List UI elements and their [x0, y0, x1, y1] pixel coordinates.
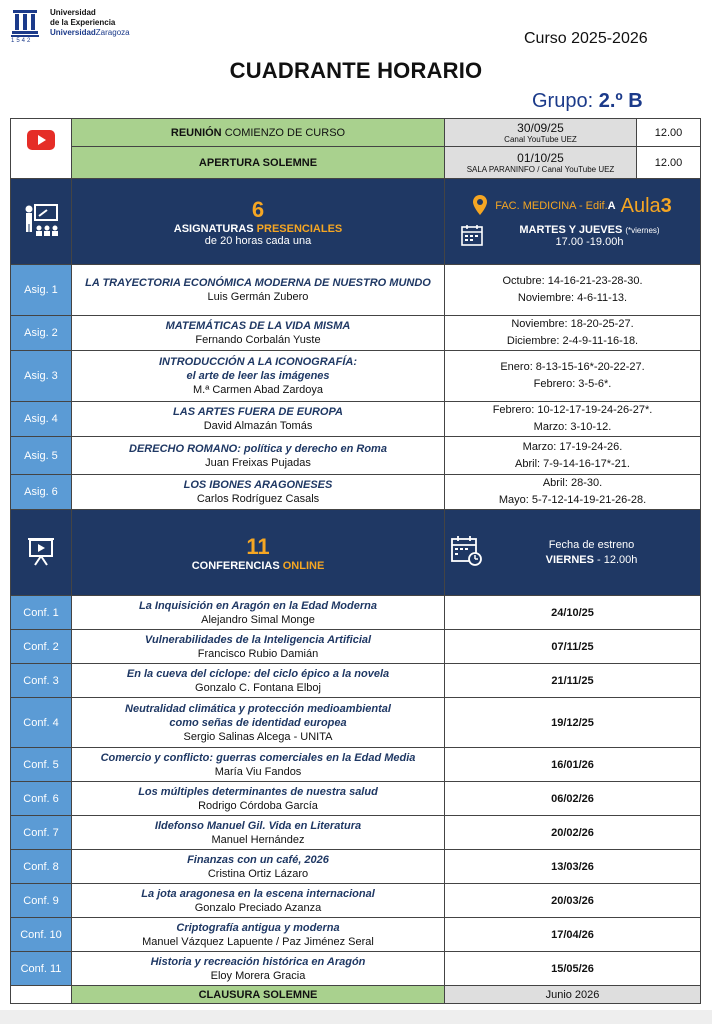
conference-title: Historia y recreación histórica en Aragón [150, 955, 366, 968]
subject-dates [445, 437, 701, 475]
subject-dates-line2: Diciembre: 2-4-9-11-16-18. [506, 335, 639, 347]
subject-title: MATEMÁTICAS DE LA VIDA MISMA [165, 320, 351, 332]
conference-code: Conf. 9 [11, 884, 72, 918]
group-value: 2.º B [598, 90, 643, 112]
conference-row [11, 596, 701, 630]
event-date-cell [445, 119, 637, 147]
subject-info [72, 351, 445, 402]
event-row [11, 147, 701, 179]
university-logo [10, 8, 130, 46]
conference-info [72, 630, 445, 664]
conference-title: Finanzas con un café, 2026 [187, 853, 329, 866]
conference-speaker: María Viu Fandos [214, 765, 302, 778]
event-label [72, 147, 445, 179]
youtube-icon[interactable] [27, 141, 55, 153]
closing-row [11, 986, 701, 1004]
aula-label: Aula [620, 194, 661, 217]
presencial-header-row [11, 179, 701, 265]
presencial-count: 6 [251, 196, 265, 222]
subject-teacher: Juan Freixas Pujadas [205, 456, 311, 469]
university-logo-icon [10, 8, 40, 46]
conference-speaker: Manuel Vázquez Lapuente / Paz Jiménez Seral [142, 935, 374, 948]
class-hours: 17.00 -19.00h [555, 236, 624, 248]
online-summary [72, 510, 445, 596]
subject-code: Asig. 1 [11, 265, 72, 316]
conference-title: Neutralidad climática y protección medioambiental [125, 702, 391, 715]
subject-dates-line1: Noviembre: 18-20-25-27. [511, 318, 634, 330]
logo-line-3-rest: Zaragoza [95, 28, 130, 37]
teacher-class-icon [22, 229, 60, 241]
conference-title: Criptografía antigua y moderna [176, 921, 340, 934]
subject-teacher: Luis Germán Zubero [207, 291, 309, 303]
conference-info [72, 918, 445, 952]
subject-dates [445, 316, 701, 351]
conference-code: Conf. 5 [11, 748, 72, 782]
group-label [532, 90, 643, 113]
subject-info [72, 316, 445, 351]
presentation-icon-cell [11, 510, 72, 596]
event-label [72, 119, 445, 147]
event-label-bold: REUNIÓN [170, 126, 222, 139]
conference-row [11, 850, 701, 884]
conference-speaker: Sergio Salinas Alcega - UNITA [183, 730, 333, 743]
conference-row [11, 664, 701, 698]
conference-code: Conf. 10 [11, 918, 72, 952]
conference-date: 19/12/25 [445, 698, 701, 748]
youtube-cell [11, 119, 72, 179]
conference-title: Comercio y conflicto: guerras comerciales en la Edad Media [100, 751, 416, 764]
schedule-table [10, 118, 701, 1004]
conference-info [72, 952, 445, 986]
teacher-icon-cell [11, 179, 72, 265]
event-label-bold: APERTURA SOLEMNE [198, 156, 318, 169]
subject-info [72, 475, 445, 510]
conference-title: Ildefonso Manuel Gil. Vida en Literatura [154, 819, 362, 832]
subject-dates [445, 265, 701, 316]
conference-title: Vulnerabilidades de la Inteligencia Artificial [144, 633, 372, 646]
group-label-text: Grupo: [532, 90, 594, 112]
online-header-row [11, 510, 701, 596]
location-edif: A [607, 200, 616, 212]
conference-info [72, 596, 445, 630]
class-days: MARTES Y JUEVES [519, 224, 623, 236]
conference-code: Conf. 4 [11, 698, 72, 748]
conference-code: Conf. 6 [11, 782, 72, 816]
page-title: CUADRANTE HORARIO [229, 58, 483, 83]
online-count: 11 [246, 533, 270, 559]
conference-speaker: Gonzalo C. Fontana Elboj [195, 681, 321, 694]
conference-date: 15/05/26 [445, 952, 701, 986]
conference-code: Conf. 1 [11, 596, 72, 630]
event-date-cell [445, 147, 637, 179]
conference-date: 13/03/26 [445, 850, 701, 884]
event-time: 12.00 [637, 147, 701, 179]
event-time: 12.00 [637, 119, 701, 147]
conference-row [11, 918, 701, 952]
subject-info [72, 402, 445, 437]
conference-info [72, 884, 445, 918]
subject-dates-line1: Octubre: 14-16-21-23-28-30. [502, 275, 643, 287]
subject-dates [445, 475, 701, 510]
release-day: VIERNES [545, 553, 594, 566]
subject-dates-line1: Abril: 28-30. [542, 477, 603, 489]
subject-title: INTRODUCCIÓN A LA ICONOGRAFÍA: [159, 356, 357, 368]
closing-date: Junio 2026 [445, 986, 701, 1004]
conference-speaker: Alejandro Simal Monge [201, 613, 315, 626]
conference-date: 20/03/26 [445, 884, 701, 918]
conference-speaker: Eloy Morera Gracia [210, 969, 306, 982]
conference-row [11, 884, 701, 918]
subject-row [11, 351, 701, 402]
subject-code: Asig. 5 [11, 437, 72, 475]
subject-row [11, 437, 701, 475]
conference-row [11, 952, 701, 986]
subject-row [11, 316, 701, 351]
conference-date: 17/04/26 [445, 918, 701, 952]
presencial-sub: de 20 horas cada una [204, 234, 312, 247]
conference-code: Conf. 11 [11, 952, 72, 986]
subject-dates-line2: Noviembre: 4-6-11-13. [517, 292, 628, 304]
online-label-highlight: ONLINE [282, 559, 325, 572]
logo-line-3-bold: Universidad [50, 28, 96, 37]
conference-info [72, 664, 445, 698]
conference-row [11, 698, 701, 748]
online-release-cell [445, 510, 701, 596]
conference-row [11, 630, 701, 664]
conference-title: En la cueva del cíclope: del ciclo épico a la novela [126, 667, 390, 680]
conference-date: 16/01/26 [445, 748, 701, 782]
conference-code: Conf. 7 [11, 816, 72, 850]
subject-code: Asig. 6 [11, 475, 72, 510]
subject-teacher: David Almazán Tomás [203, 420, 313, 432]
aula-number: 3 [660, 194, 672, 217]
subject-dates-line2: Abril: 7-9-14-16-17*-21. [515, 457, 630, 470]
conference-title: La jota aragonesa en la escena internacional [141, 887, 375, 900]
release-label: Fecha de estreno [548, 538, 635, 551]
conference-title-line2: como señas de identidad europea [169, 716, 347, 729]
closing-empty [11, 986, 72, 1004]
conference-date: 06/02/26 [445, 782, 701, 816]
subject-title: LOS IBONES ARAGONESES [183, 479, 333, 491]
presencial-label: ASIGNATURAS [173, 222, 257, 235]
conference-date: 07/11/25 [445, 630, 701, 664]
conference-speaker: Gonzalo Preciado Azanza [194, 901, 322, 914]
subject-code: Asig. 4 [11, 402, 72, 437]
closing-label: CLAUSURA SOLEMNE [72, 986, 445, 1004]
conference-date: 24/10/25 [445, 596, 701, 630]
subject-info [72, 265, 445, 316]
subject-row [11, 402, 701, 437]
conference-title: Los múltiples determinantes de nuestra salud [138, 785, 378, 798]
conference-info [72, 816, 445, 850]
presencial-label-highlight: PRESENCIALES [256, 222, 343, 235]
page-header [0, 0, 712, 118]
subject-dates-line1: Marzo: 17-19-24-26. [522, 440, 623, 453]
conference-row [11, 748, 701, 782]
subject-info [72, 437, 445, 475]
conference-speaker: Manuel Hernández [211, 833, 305, 846]
subject-row [11, 265, 701, 316]
subject-dates-line1: Enero: 8-13-15-16*-20-22-27. [500, 361, 645, 373]
course-year: Curso 2025-2026 [524, 30, 648, 47]
subject-title: LA TRAYECTORIA ECONÓMICA MODERNA DE NUESTRO MUNDO [85, 277, 431, 289]
conference-info [72, 748, 445, 782]
conference-date: 20/02/26 [445, 816, 701, 850]
conference-speaker: Cristina Ortiz Lázaro [207, 867, 309, 880]
online-label: CONFERENCIAS [191, 559, 283, 572]
event-place: SALA PARANINFO / Canal YouTube UEZ [466, 164, 615, 174]
conference-info [72, 698, 445, 748]
subject-row [11, 475, 701, 510]
subject-dates [445, 351, 701, 402]
bottom-strip [0, 1010, 712, 1024]
logo-line-1: Universidad [50, 8, 96, 17]
event-date: 30/09/25 [517, 120, 564, 135]
subject-code: Asig. 3 [11, 351, 72, 402]
conference-info [72, 782, 445, 816]
conference-row [11, 782, 701, 816]
conference-speaker: Rodrigo Córdoba García [198, 799, 318, 812]
conference-date: 21/11/25 [445, 664, 701, 698]
subject-title: DERECHO ROMANO: política y derecho en Roma [129, 442, 387, 455]
logo-year: 1542 [11, 38, 33, 44]
conference-code: Conf. 8 [11, 850, 72, 884]
presencial-location-cell [445, 179, 701, 265]
subject-teacher: Fernando Corbalán Yuste [195, 334, 321, 346]
subject-dates [445, 402, 701, 437]
event-place: Canal YouTube UEZ [504, 134, 577, 144]
conference-code: Conf. 3 [11, 664, 72, 698]
conference-row [11, 816, 701, 850]
event-label-rest: COMIENZO DE CURSO [221, 126, 346, 139]
conference-title: La Inquisición en Aragón en la Edad Moderna [139, 599, 377, 612]
event-row [11, 119, 701, 147]
conference-info [72, 850, 445, 884]
logo-line-2: de la Experiencia [50, 18, 116, 27]
subject-teacher: M.ª Carmen Abad Zardoya [192, 384, 324, 396]
presentation-play-icon [25, 558, 57, 570]
subject-title: LAS ARTES FUERA DE EUROPA [173, 406, 343, 418]
subject-title-line2: el arte de leer las imágenes [186, 370, 330, 382]
presencial-summary [72, 179, 445, 265]
subject-dates-line2: Febrero: 3-5-6*. [533, 378, 612, 390]
subject-teacher: Carlos Rodríguez Casals [196, 493, 320, 505]
location-text: FAC. MEDICINA - Edif. [495, 200, 608, 212]
location-pin-icon [473, 195, 487, 218]
conference-speaker: Francisco Rubio Damián [197, 647, 319, 660]
subject-dates-line1: Febrero: 10-12-17-19-24-26-27*. [492, 404, 653, 416]
calendar-icon [461, 224, 483, 249]
conference-code: Conf. 2 [11, 630, 72, 664]
calendar-clock-icon [451, 535, 483, 570]
subject-code: Asig. 2 [11, 316, 72, 351]
class-days-note: (*viernes) [625, 226, 660, 235]
subject-dates-line2: Marzo: 3-10-12. [533, 421, 612, 433]
subject-dates-line2: Mayo: 5-7-12-14-19-21-26-28. [498, 494, 647, 506]
release-time: - 12.00h [593, 553, 638, 566]
event-date: 01/10/25 [517, 150, 564, 165]
